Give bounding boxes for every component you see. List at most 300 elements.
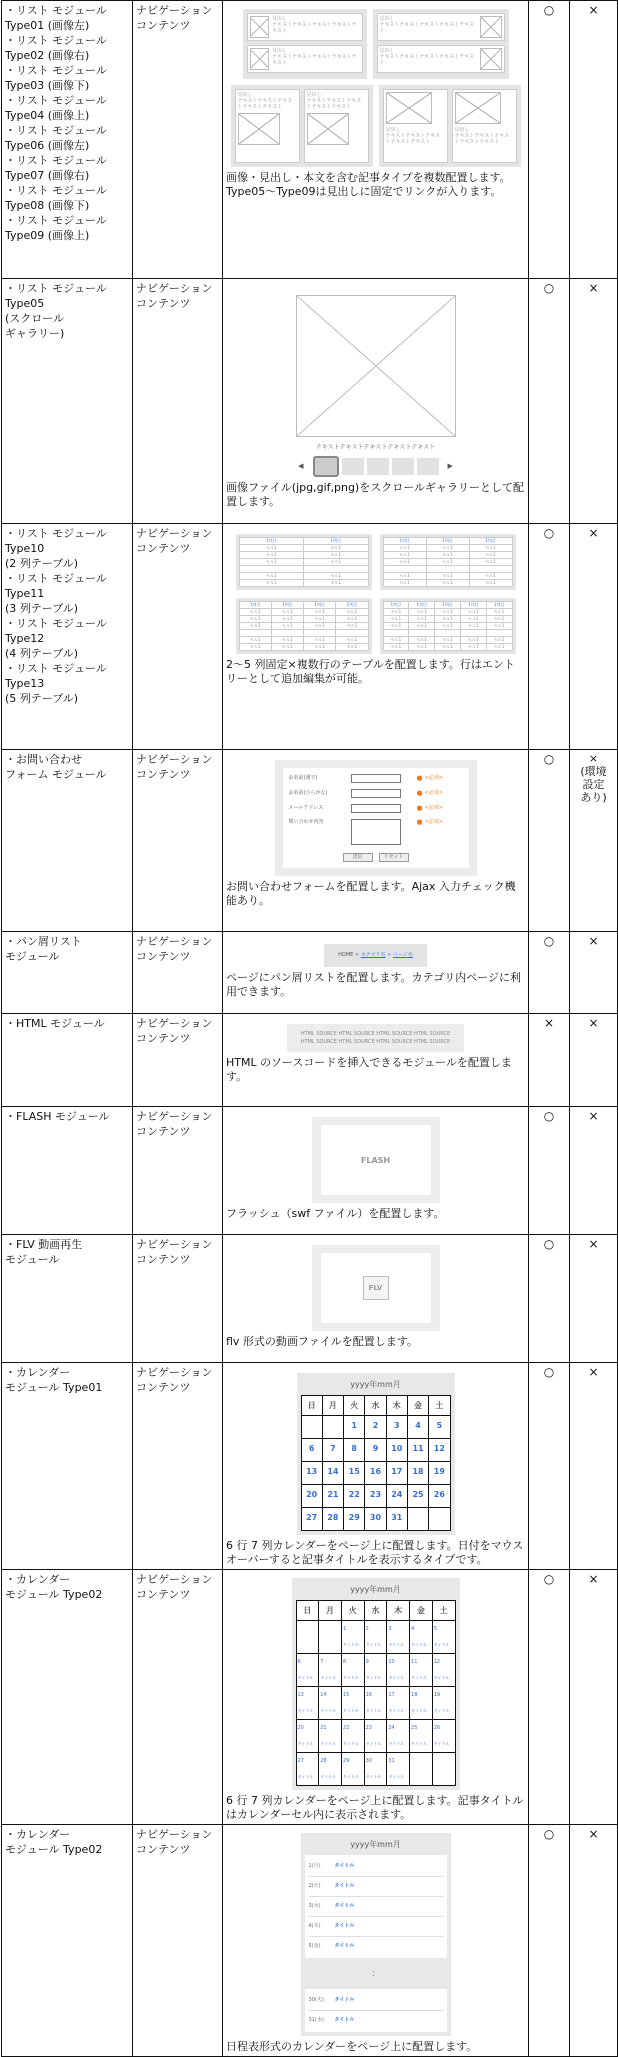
calendar-day-cell[interactable]: 12 タイトル: [432, 1654, 455, 1687]
table-cell: セル1: [304, 644, 336, 651]
calendar-entry-title[interactable]: タイトル: [388, 1708, 405, 1713]
gallery-caption: テキストテキストテキストテキストテキスト: [315, 444, 436, 451]
support-mark-2: ×: [570, 1363, 618, 1570]
table-cell: セル1: [435, 637, 461, 644]
calendar-day-cell: [432, 1753, 455, 1786]
module-name-line: ・リスト モジュール: [5, 214, 107, 227]
calendar-day-cell[interactable]: 25 タイトル: [410, 1720, 433, 1753]
calendar-day-cell[interactable]: 5 タイトル: [432, 1621, 455, 1654]
table-cell: セル1: [383, 559, 426, 566]
list-type-above-preview: 見出し テキストテキストテキストテキストテキスト 見出し テキストテキストテキストテキストテキスト: [379, 85, 521, 167]
table-cell: [383, 566, 426, 573]
category-cell: ナビゲーション コンテンツ: [133, 1825, 223, 2057]
weekday-header: 月: [319, 1601, 342, 1621]
weekday-header: 水: [365, 1396, 386, 1416]
table-cell: セル1: [336, 644, 368, 651]
table-cell: セル1: [486, 623, 512, 630]
table-cell: セル1: [383, 609, 409, 616]
calendar-day-cell[interactable]: 14 タイトル: [319, 1687, 342, 1720]
table-cell: [239, 630, 271, 637]
calendar-entry-title[interactable]: タイトル: [365, 1675, 382, 1680]
table-cell: ：: [426, 566, 469, 573]
module-name-line: ・リスト モジュール: [5, 572, 107, 585]
preview-cell: [223, 1825, 529, 2057]
table-2col-preview: [236, 534, 372, 590]
preview-cell: [223, 1014, 529, 1107]
calendar-entry-title[interactable]: タイトル: [297, 1774, 314, 1779]
list-type-below-preview: 見出し テキストテキストテキストテキストテキスト 見出し テキストテキストテキストテキストテキスト: [231, 85, 373, 167]
module-name-line: ・カレンダー: [5, 1828, 71, 1841]
preview-cell: [223, 750, 529, 932]
table-header-cell: 1列目: [435, 602, 461, 609]
list-type-right-preview: 見出し テキストテキストテキストテキストテキスト 見出し テキストテキストテキストテキストテキスト: [373, 9, 509, 79]
module-name-cell: [2, 1014, 133, 1107]
prev-arrow-icon[interactable]: ◀: [298, 462, 304, 470]
calendar-day-cell[interactable]: 26 タイトル: [432, 1720, 455, 1753]
calendar-day-cell[interactable]: 28 タイトル: [319, 1753, 342, 1786]
table-cell: セル1: [336, 637, 368, 644]
calendar-day-cell[interactable]: 12: [429, 1439, 450, 1462]
calendar-day-cell[interactable]: 31 タイトル: [387, 1753, 410, 1786]
calendar-entry-title[interactable]: タイトル: [388, 1774, 405, 1779]
module-name-line: (4 列テーブル): [5, 647, 79, 660]
calendar-day-cell[interactable]: 16 タイトル: [364, 1687, 387, 1720]
calendar-day-cell[interactable]: 23: [365, 1485, 386, 1508]
calendar-entry-title[interactable]: タイトル: [433, 1642, 450, 1647]
table-header-cell: 1列目: [383, 602, 409, 609]
calendar-day-cell[interactable]: 7: [322, 1439, 343, 1462]
table-header-cell: 1列目: [460, 602, 486, 609]
table-cell: セル1: [239, 623, 271, 630]
table-cell: セル1: [435, 623, 461, 630]
inquiry-textarea[interactable]: [351, 819, 401, 845]
table-cell: セル1: [486, 637, 512, 644]
module-name-line: (スクロール: [5, 312, 65, 325]
preview-cell: [223, 1107, 529, 1235]
calendar-day-cell[interactable]: 17: [386, 1462, 407, 1485]
module-description: 日程表形式のカレンダーをページ上に配置します。: [226, 2040, 478, 2053]
module-name-line: Type03 (画像下): [5, 79, 90, 92]
calendar-entry-title[interactable]: タイトル: [388, 1741, 405, 1746]
module-description: 画像・見出し・本文を含む記事タイプを複数配置します。 Type05～Type09は見出しに固定でリンクが入ります。: [226, 171, 511, 198]
breadcrumb-home[interactable]: HOME: [338, 952, 354, 958]
module-name-line: ・リスト モジュール: [5, 282, 107, 295]
category-cell: ナビゲーション コンテンツ: [133, 1, 223, 279]
table-cell: セル1: [383, 644, 409, 651]
module-description: flv 形式の動画ファイルを配置します。: [226, 1335, 418, 1348]
support-mark-2: ×: [570, 1107, 618, 1235]
calendar-type01-preview: yyyy年mm月 日 月 火 水 木 金 土 1 2 3 4 5 6 7 8 9 10 11 12 13 14 15 16 17 18 19 20 21 22 23 24 25 26 27 28 29 30 31: [297, 1373, 455, 1535]
table-header-cell: 1列目: [409, 602, 435, 609]
calendar-day-cell[interactable]: 21 タイトル: [319, 1720, 342, 1753]
preview-cell: [223, 279, 529, 524]
calendar-day-cell[interactable]: 20: [301, 1485, 322, 1508]
calendar-entry-title[interactable]: タイトル: [342, 1675, 359, 1680]
module-spec-table: [1, 0, 618, 2057]
calendar-type02-preview: yyyy年mm月 日 月 火 水 木 金 土 1 タイトル 2 タイトル 3 タイトル 4 タイトル 5 タイトル 6 タイトル 7 タイトル 8 タイトル 9 タイトル 10 タイトル 11 タイトル 12 タイトル 13 タイトル 14 タイトル 15 タイトル 16 タイトル 17 タイトル 18 タイトル 19 タイトル 20 タイトル 21 タイトル 22 タイトル 23 タイトル 24 タイトル 25 タイトル 26 タイトル 27 タイトル 28 タイトル 29 タイトル 30 タイトル 31 タイトル: [292, 1578, 460, 1790]
module-description: 6 行 7 列カレンダーをページ上に配置します。記事タイトルはカレンダーセル内に表示されます。: [226, 1794, 524, 1821]
module-name-line: Type06 (画像左): [5, 139, 90, 152]
table-cell: ：: [435, 630, 461, 637]
table-cell: セル1: [435, 609, 461, 616]
module-description: 画像ファイル(jpg,gif,png)をスクロールギャラリーとして配置します。: [226, 481, 525, 508]
calendar-day-cell: [296, 1621, 319, 1654]
support-mark-2: ×: [570, 932, 618, 1014]
calendar-day-cell[interactable]: 19: [429, 1462, 450, 1485]
weekday-header: 土: [429, 1396, 450, 1416]
support-mark-2: ×: [570, 1, 618, 279]
calendar-day-cell[interactable]: 24 タイトル: [387, 1720, 410, 1753]
calendar-entry-title[interactable]: タイトル: [433, 1741, 450, 1746]
submit-button[interactable]: 送信: [343, 853, 373, 862]
table-cell: セル1: [304, 623, 336, 630]
calendar-day-cell[interactable]: 15: [344, 1462, 365, 1485]
calendar-day-cell[interactable]: 18: [407, 1462, 428, 1485]
calendar-day-cell[interactable]: 23 タイトル: [364, 1720, 387, 1753]
gallery-thumb[interactable]: [342, 458, 364, 475]
preview-cell: [223, 1235, 529, 1363]
calendar-day-cell[interactable]: 6: [301, 1439, 322, 1462]
preview-cell: [223, 1, 529, 279]
table-cell: セル1: [383, 623, 409, 630]
table-row: [2, 279, 618, 524]
calendar-day-cell[interactable]: 14: [322, 1462, 343, 1485]
weekday-header: 水: [364, 1601, 387, 1621]
gallery-thumb[interactable]: [313, 456, 339, 477]
module-name-cell: [2, 1, 133, 279]
calendar-day-cell: [301, 1416, 322, 1439]
module-name-cell: [2, 1825, 133, 2057]
calendar-day-cell[interactable]: 25: [407, 1485, 428, 1508]
support-mark-1: ○: [529, 1825, 570, 2057]
module-name-line: Type08 (画像下): [5, 199, 90, 212]
schedule-calendar-preview: yyyy年mm月 1(月) タイトル 2(火) タイトル 3(水) タイトル 4(木) タイトル 5(金) タイトル ： 30(火) タイトル 31(水) タイトル: [301, 1833, 451, 2036]
weekday-header: 木: [386, 1396, 407, 1416]
calendar-day-cell[interactable]: 21: [322, 1485, 343, 1508]
calendar-entry-title[interactable]: タイトル: [297, 1708, 314, 1713]
table-row: [2, 1014, 618, 1107]
support-mark-2: ×: [570, 1825, 618, 2057]
table-cell: セル1: [304, 552, 369, 559]
module-name-line: Type11: [5, 587, 45, 600]
module-name-line: モジュール Type02: [5, 1588, 103, 1601]
calendar-day-cell[interactable]: 31: [386, 1508, 407, 1531]
gallery-thumb[interactable]: [392, 458, 414, 475]
module-name-line: ・FLASH モジュール: [5, 1110, 110, 1123]
calendar-entry-title[interactable]: タイトル: [433, 1708, 450, 1713]
module-name-line: ギャラリー): [5, 327, 65, 340]
table-cell: セル1: [435, 644, 461, 651]
table-cell: セル1: [239, 616, 271, 623]
category-cell: ナビゲーション コンテンツ: [133, 1107, 223, 1235]
calendar-day-cell[interactable]: 30 タイトル: [364, 1753, 387, 1786]
flv-placeholder: [312, 1245, 440, 1331]
calendar-day-cell[interactable]: 17 タイトル: [387, 1687, 410, 1720]
calendar-day-cell[interactable]: 1 タイトル: [341, 1621, 364, 1654]
calendar-entry-title[interactable]: タイトル: [411, 1741, 427, 1746]
contact-form-preview: お名前(漢字) ● <必須> お名前(ひらがな) ● <必須> メールアドレス ● <必須> 問い合わせ内容 ● <必須> 送信 リセット: [275, 760, 477, 876]
module-name-line: フォーム モジュール: [5, 768, 107, 781]
calendar-entry-title[interactable]: タイトル: [320, 1708, 337, 1713]
breadcrumb-category-link[interactable]: カテゴリ名: [360, 952, 386, 958]
calendar-day-cell[interactable]: 11: [407, 1439, 428, 1462]
name-kana-input[interactable]: [351, 789, 401, 798]
calendar-entry-title[interactable]: タイトル: [388, 1675, 405, 1680]
support-mark-1: ○: [529, 750, 570, 932]
category-cell: ナビゲーション コンテンツ: [133, 932, 223, 1014]
module-name-line: モジュール Type02: [5, 1843, 103, 1856]
table-cell: セル1: [271, 637, 303, 644]
calendar-day-cell[interactable]: 1: [344, 1416, 365, 1439]
table-3col-preview: [380, 534, 516, 590]
module-name-line: ・リスト モジュール: [5, 34, 107, 47]
table-cell: セル1: [239, 559, 304, 566]
calendar-day-cell[interactable]: 5: [429, 1416, 450, 1439]
support-mark-1: ○: [529, 1107, 570, 1235]
calendar-day-cell[interactable]: 19 タイトル: [432, 1687, 455, 1720]
calendar-day-cell[interactable]: 2 タイトル: [364, 1621, 387, 1654]
calendar-day-cell[interactable]: 29 タイトル: [341, 1753, 364, 1786]
table-cell: ：: [304, 630, 336, 637]
calendar-entry-title[interactable]: タイトル: [297, 1741, 314, 1746]
table-cell: セル1: [383, 545, 426, 552]
table-cell: セル1: [304, 580, 369, 587]
category-cell: ナビゲーション コンテンツ: [133, 1570, 223, 1825]
table-header-cell: 1列目: [239, 538, 304, 545]
table-row: [2, 1363, 618, 1570]
calendar-entry-title[interactable]: タイトル: [365, 1774, 382, 1779]
support-mark-1: ○: [529, 1570, 570, 1825]
support-mark-2: ×: [570, 1570, 618, 1825]
table-cell: セル1: [239, 573, 304, 580]
table-cell: セル1: [435, 616, 461, 623]
support-mark-2: ×: [570, 1014, 618, 1107]
email-field[interactable]: [351, 804, 401, 813]
calendar-entry-title[interactable]: タイトル: [433, 1675, 450, 1680]
table-header-cell: 1列目: [336, 602, 368, 609]
module-name-line: ・リスト モジュール: [5, 4, 107, 17]
table-row: [2, 1570, 618, 1825]
calendar-entry-title[interactable]: タイトル: [342, 1642, 359, 1647]
calendar-entry-title[interactable]: タイトル: [342, 1708, 359, 1713]
table-cell: セル1: [486, 616, 512, 623]
module-description: フラッシュ（swf ファイル）を配置します。: [226, 1207, 445, 1220]
gallery-main-image: [296, 295, 456, 437]
module-name-line: ・リスト モジュール: [5, 184, 107, 197]
table-cell: セル1: [336, 623, 368, 630]
table-row: [2, 1825, 618, 2057]
table-row: [2, 1107, 618, 1235]
category-cell: ナビゲーション コンテンツ: [133, 1235, 223, 1363]
module-name-line: ・リスト モジュール: [5, 617, 107, 630]
calendar-day-cell[interactable]: 9: [365, 1439, 386, 1462]
category-cell: ナビゲーション コンテンツ: [133, 1014, 223, 1107]
calendar-day-cell[interactable]: 10 タイトル: [387, 1654, 410, 1687]
module-name-cell: [2, 1107, 133, 1235]
calendar-day-cell[interactable]: 6 タイトル: [296, 1654, 319, 1687]
support-mark-1: ○: [529, 932, 570, 1014]
calendar-entry-title[interactable]: タイトル: [411, 1675, 427, 1680]
table-cell: セル1: [239, 644, 271, 651]
film-icon: FLV: [363, 1276, 389, 1300]
calendar-day-cell[interactable]: 28: [322, 1508, 343, 1531]
module-name-line: Type02 (画像右): [5, 49, 90, 62]
preview-cell: [223, 1363, 529, 1570]
calendar-day-cell[interactable]: 24: [386, 1485, 407, 1508]
calendar-day-cell[interactable]: 13: [301, 1462, 322, 1485]
table-cell: セル1: [239, 637, 271, 644]
calendar-day-cell[interactable]: 11 タイトル: [410, 1654, 433, 1687]
name-kanji-input[interactable]: [351, 774, 401, 783]
calendar-entry-title[interactable]: タイトル: [365, 1642, 382, 1647]
calendar-entry-title[interactable]: タイトル: [365, 1708, 382, 1713]
table-row: [2, 524, 618, 750]
calendar-entry-title[interactable]: タイトル: [388, 1642, 405, 1647]
calendar-day-cell[interactable]: 2: [365, 1416, 386, 1439]
table-cell: [383, 630, 409, 637]
table-cell: セル1: [426, 559, 469, 566]
module-name-line: Type07 (画像右): [5, 169, 90, 182]
support-mark-1: ○: [529, 1235, 570, 1363]
module-name-line: ・パン屑リスト: [5, 935, 82, 948]
table-cell: [239, 566, 304, 573]
category-cell: ナビゲーション コンテンツ: [133, 750, 223, 932]
calendar-entry-title[interactable]: タイトル: [297, 1675, 314, 1680]
support-mark-2: ×: [570, 524, 618, 750]
table-4col-preview: [236, 598, 372, 654]
weekday-header: 金: [407, 1396, 428, 1416]
module-name-line: Type09 (画像上): [5, 229, 90, 242]
support-mark-2: ×: [570, 1235, 618, 1363]
calendar-entry-title[interactable]: タイトル: [342, 1741, 359, 1746]
weekday-header: 火: [341, 1601, 364, 1621]
module-name-line: モジュール Type01: [5, 1381, 103, 1394]
category-cell: ナビゲーション コンテンツ: [133, 1363, 223, 1570]
calendar-day-cell[interactable]: 29: [344, 1508, 365, 1531]
weekday-header: 日: [296, 1601, 319, 1621]
table-cell: セル1: [271, 623, 303, 630]
table-header-cell: 1列目: [271, 602, 303, 609]
calendar-day-cell[interactable]: 30: [365, 1508, 386, 1531]
gallery-thumb[interactable]: [417, 458, 439, 475]
calendar-day-cell[interactable]: 22: [344, 1485, 365, 1508]
table-cell: [460, 630, 486, 637]
calendar-day-cell[interactable]: 3 タイトル: [387, 1621, 410, 1654]
calendar-day-cell[interactable]: 4: [407, 1416, 428, 1439]
table-cell: セル1: [239, 580, 304, 587]
module-name-line: ・リスト モジュール: [5, 64, 107, 77]
breadcrumb-page-link[interactable]: ページ名: [392, 952, 413, 958]
table-cell: セル1: [460, 644, 486, 651]
calendar-entry-title[interactable]: タイトル: [411, 1708, 427, 1713]
table-cell: セル1: [426, 573, 469, 580]
calendar-day-cell: [322, 1416, 343, 1439]
table-cell: セル1: [304, 609, 336, 616]
table-cell: セル1: [486, 644, 512, 651]
table-cell: セル1: [239, 545, 304, 552]
table-cell: セル1: [304, 573, 369, 580]
calendar-entry-title[interactable]: タイトル: [320, 1774, 337, 1779]
module-name-line: Type10: [5, 542, 45, 555]
table-cell: セル1: [271, 644, 303, 651]
calendar-day-cell: [407, 1508, 428, 1531]
calendar-day-cell[interactable]: 20 タイトル: [296, 1720, 319, 1753]
table-cell: セル1: [460, 616, 486, 623]
table-cell: セル1: [460, 623, 486, 630]
calendar-day-cell[interactable]: 15 タイトル: [341, 1687, 364, 1720]
module-name-line: ・リスト モジュール: [5, 124, 107, 137]
next-arrow-icon[interactable]: ▶: [447, 462, 453, 470]
calendar-day-cell[interactable]: 3: [386, 1416, 407, 1439]
calendar-entry-title[interactable]: タイトル: [411, 1642, 427, 1647]
table-cell: [409, 630, 435, 637]
calendar-day-cell[interactable]: 22 タイトル: [341, 1720, 364, 1753]
flash-placeholder: FLASH: [312, 1117, 440, 1203]
table-cell: セル1: [239, 552, 304, 559]
module-name-line: Type13: [5, 677, 45, 690]
calendar-day-cell[interactable]: 18 タイトル: [410, 1687, 433, 1720]
calendar-day-cell[interactable]: 9 タイトル: [364, 1654, 387, 1687]
table-cell: セル1: [426, 580, 469, 587]
module-name-cell: [2, 524, 133, 750]
reset-button[interactable]: リセット: [379, 853, 409, 862]
calendar-day-cell[interactable]: 26: [429, 1485, 450, 1508]
html-source-preview: HTML SOURCE HTML SOURCE HTML SOURCE HTML SOURCE HTML SOURCE HTML SOURCE HTML SOURCE HTML SOURCE: [287, 1024, 464, 1052]
module-description: 6 行 7 列カレンダーをページ上に配置します。日付をマウスオーバーすると記事タイトルを表示するタイプです。: [226, 1539, 524, 1566]
table-cell: セル1: [239, 609, 271, 616]
table-row: [2, 1235, 618, 1363]
table-row: [2, 932, 618, 1014]
table-cell: セル1: [304, 637, 336, 644]
table-cell: セル1: [409, 623, 435, 630]
module-name-line: ・お問い合わせ: [5, 753, 82, 766]
calendar-entry-title[interactable]: タイトル: [342, 1774, 359, 1779]
module-name-line: ・FLV 動画再生: [5, 1238, 83, 1251]
calendar-entry-title[interactable]: タイトル: [320, 1741, 337, 1746]
table-cell: セル1: [460, 637, 486, 644]
calendar-day-cell[interactable]: 27 タイトル: [296, 1753, 319, 1786]
table-cell: セル1: [383, 580, 426, 587]
calendar-day-cell[interactable]: 8 タイトル: [341, 1654, 364, 1687]
module-name-line: ・リスト モジュール: [5, 662, 107, 675]
module-name-cell: [2, 750, 133, 932]
list-type-left-preview: 見出し テキストテキストテキストテキストテキスト 見出し テキストテキストテキストテキストテキスト: [243, 9, 367, 79]
calendar-day-cell[interactable]: 27: [301, 1508, 322, 1531]
calendar-day-cell[interactable]: 7 タイトル: [319, 1654, 342, 1687]
module-name-line: モジュール: [5, 950, 60, 963]
table-cell: セル1: [460, 609, 486, 616]
gallery-thumb[interactable]: [367, 458, 389, 475]
support-mark-1: ○: [529, 1363, 570, 1570]
table-cell: セル1: [383, 637, 409, 644]
calendar-entry-title[interactable]: タイトル: [365, 1741, 382, 1746]
calendar-day-cell[interactable]: 10: [386, 1439, 407, 1462]
calendar-day-cell[interactable]: 16: [365, 1462, 386, 1485]
weekday-header: 月: [322, 1396, 343, 1416]
calendar-day-cell[interactable]: 13 タイトル: [296, 1687, 319, 1720]
support-mark-1: ×: [529, 1014, 570, 1107]
module-description: お問い合わせフォームを配置します。Ajax 入力チェック機能あり。: [226, 880, 516, 907]
module-name-line: (2 列テーブル): [5, 557, 79, 570]
preview-cell: [223, 1570, 529, 1825]
table-cell: セル1: [486, 609, 512, 616]
category-cell: ナビゲーション コンテンツ: [133, 524, 223, 750]
calendar-day-cell[interactable]: 4 タイトル: [410, 1621, 433, 1654]
module-description: ページにパン屑リストを配置します。カテゴリ内ページに利用できます。: [226, 971, 522, 998]
calendar-day-cell[interactable]: 8: [344, 1439, 365, 1462]
calendar-entry-title[interactable]: タイトル: [320, 1675, 337, 1680]
table-cell: セル1: [383, 552, 426, 559]
